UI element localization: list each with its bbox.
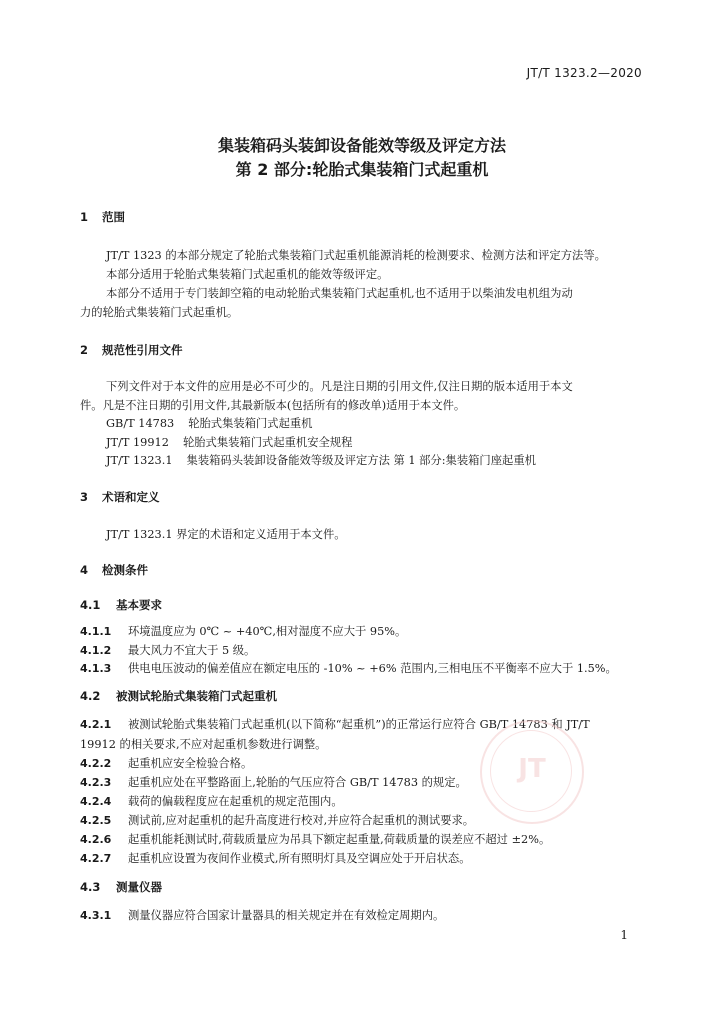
subsection-number: 4.1 — [80, 598, 101, 612]
clause-item — [80, 774, 467, 790]
section-title: 术语和定义 — [102, 490, 160, 504]
clause-item — [80, 812, 474, 828]
clause-number: 4.2.5 — [80, 814, 112, 827]
clause-text: 测量仪器应符合国家计量器具的相关规定并在有效检定周期内。 — [128, 909, 445, 922]
paragraph: 本部分适用于轮胎式集装箱门式起重机的能效等级评定。 — [106, 268, 389, 281]
watermark-seal — [480, 720, 584, 824]
clause-item — [80, 623, 406, 639]
clause-text: 起重机应处在平整路面上,轮胎的气压应符合 GB/T 14783 的规定。 — [128, 776, 467, 789]
clause-item — [80, 907, 444, 923]
section-title: 范围 — [102, 210, 125, 224]
paragraph: JT/T 1323 的本部分规定了轮胎式集装箱门式起重机能源消耗的检测要求、检测方法和评定方法等。 — [106, 249, 606, 262]
clause-text: 载荷的偏载程度应在起重机的规定范围内。 — [128, 795, 343, 808]
section-number: 1 — [80, 210, 89, 224]
paragraph: JT/T 1323.1 界定的术语和定义适用于本文件。 — [106, 528, 346, 541]
clause-text: 供电电压波动的偏差值应在额定电压的 -10% ~ +6% 范围内,三相电压不平衡率不应大于 1.5%。 — [128, 662, 617, 675]
clause-text: 起重机应安全检验合格。 — [128, 757, 253, 770]
paragraph: 下列文件对于本文件的应用是必不可少的。凡是注日期的引用文件,仅注日期的版本适用于本文 — [106, 380, 573, 393]
clause-continuation: 19912 的相关要求,不应对起重机参数进行调整。 — [80, 738, 327, 751]
subsection-number: 4.3 — [80, 880, 101, 894]
reference-title: 轮胎式集装箱门式起重机 — [188, 417, 313, 430]
normative-reference — [106, 434, 352, 450]
section-2-heading — [80, 342, 183, 358]
section-4-heading — [80, 562, 148, 578]
subsection-4-1-heading — [80, 597, 162, 613]
clause-text: 被测试轮胎式集装箱门式起重机(以下简称“起重机”)的正常运行应符合 GB/T 14783 和 JT/T — [128, 718, 590, 731]
clause-item — [80, 755, 252, 771]
section-number: 3 — [80, 490, 89, 504]
page-number: 1 — [620, 928, 628, 942]
clause-text: 起重机能耗测试时,荷载质量应为吊具下额定起重量,荷载质量的误差应不超过 ±2%。 — [128, 833, 551, 846]
clause-item — [80, 850, 471, 866]
paragraph-continuation: 力的轮胎式集装箱门式起重机。 — [80, 306, 239, 319]
clause-number: 4.2.3 — [80, 776, 112, 789]
paragraph-continuation: 件。凡是不注日期的引用文件,其最新版本(包括所有的修改单)适用于本文件。 — [80, 399, 466, 412]
clause-number: 4.2.2 — [80, 757, 112, 770]
section-3-heading — [80, 489, 160, 505]
document-title-line1: 集装箱码头装卸设备能效等级及评定方法 — [217, 136, 506, 155]
clause-number: 4.1.1 — [80, 625, 112, 638]
reference-code: JT/T 19912 — [106, 436, 169, 449]
clause-number: 4.2.4 — [80, 795, 112, 808]
clause-text: 环境温度应为 0℃ ~ +40℃,相对湿度不应大于 95%。 — [128, 625, 407, 638]
clause-number: 4.3.1 — [80, 909, 112, 922]
clause-item — [80, 660, 617, 676]
clause-number: 4.2.7 — [80, 852, 112, 865]
clause-text: 起重机应设置为夜间作业模式,所有照明灯具及空调应处于开启状态。 — [128, 852, 471, 865]
clause-item — [80, 642, 255, 658]
clause-item — [80, 831, 550, 847]
subsection-title: 基本要求 — [116, 598, 162, 612]
subsection-title: 测量仪器 — [116, 880, 162, 894]
reference-code: GB/T 14783 — [106, 417, 175, 430]
section-1-heading — [80, 209, 125, 225]
clause-number: 4.2.6 — [80, 833, 112, 846]
subsection-title: 被测试轮胎式集装箱门式起重机 — [116, 689, 277, 703]
clause-number: 4.1.2 — [80, 644, 112, 657]
normative-reference — [106, 452, 536, 468]
subsection-4-2-heading — [80, 688, 277, 704]
clause-number: 4.2.1 — [80, 718, 112, 731]
reference-code: JT/T 1323.1 — [106, 454, 173, 467]
reference-title: 集装箱码头装卸设备能效等级及评定方法 第 1 部分:集装箱门座起重机 — [186, 454, 536, 467]
standard-code: JT/T 1323.2—2020 — [526, 66, 642, 80]
clause-item — [80, 793, 343, 809]
clause-text: 测试前,应对起重机的起升高度进行校对,并应符合起重机的测试要求。 — [128, 814, 475, 827]
clause-number: 4.1.3 — [80, 662, 112, 675]
section-number: 4 — [80, 563, 89, 577]
watermark-text: JT — [518, 754, 546, 784]
section-number: 2 — [80, 343, 89, 357]
paragraph: 本部分不适用于专门装卸空箱的电动轮胎式集装箱门式起重机,也不适用于以柴油发电机组为动 — [106, 287, 573, 300]
subsection-number: 4.2 — [80, 689, 101, 703]
reference-title: 轮胎式集装箱门式起重机安全规程 — [182, 436, 353, 449]
document-title-line2: 第 2 部分:轮胎式集装箱门式起重机 — [235, 160, 489, 179]
subsection-4-3-heading — [80, 879, 162, 895]
normative-reference — [106, 415, 312, 431]
section-title: 检测条件 — [102, 563, 148, 577]
clause-text: 最大风力不宜大于 5 级。 — [128, 644, 256, 657]
section-title: 规范性引用文件 — [102, 343, 183, 357]
